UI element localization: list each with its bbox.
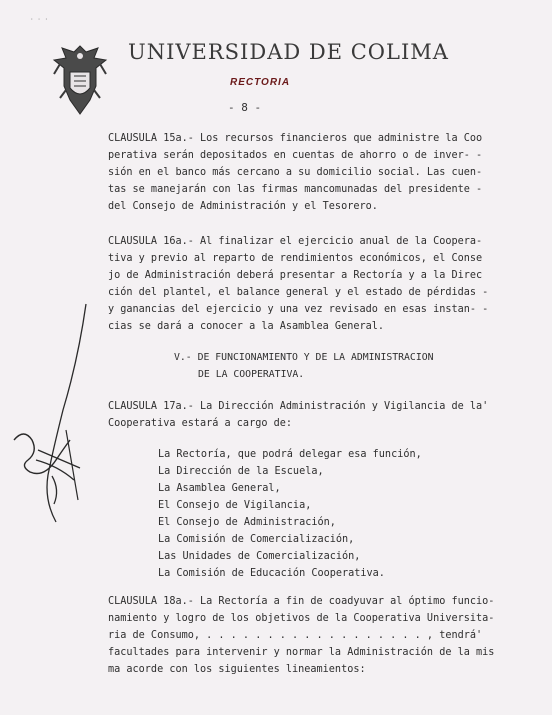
list-item: La Dirección de la Escuela, [158, 466, 324, 477]
section-heading [174, 349, 434, 383]
list-item: La Asamblea General, [158, 483, 281, 494]
clausula-18-paragraph [108, 593, 528, 678]
text-line: Cooperativa estará a cargo de: [108, 418, 293, 429]
text-line: cias se dará a conocer a la Asamblea General. [108, 321, 385, 332]
list-item: El Consejo de Administración, [158, 517, 336, 528]
text-line: del Consejo de Administración y el Tesorero. [108, 201, 378, 212]
list-item: La Comisión de Educación Cooperativa. [158, 568, 385, 579]
clausula-16-paragraph [108, 233, 528, 335]
administration-bodies-list [158, 446, 422, 582]
section-heading-line: DE LA COOPERATIVA. [198, 369, 305, 380]
university-crest-icon [52, 42, 108, 118]
list-item: La Comisión de Comercialización, [158, 534, 355, 545]
text-line: y ganancias del ejercicio y una vez revisado en esas instan- - [108, 304, 489, 315]
text-line: perativa serán depositados en cuentas de ahorro o de inver- - [108, 150, 483, 161]
text-line: facultades para intervenir y normar la Administración de la mis [108, 647, 495, 658]
text-line: tas se manejarán con las firmas mancomunadas del presidente - [108, 184, 483, 195]
university-title: UNIVERSIDAD DE COLIMA [128, 40, 449, 64]
rectoria-subtitle: RECTORIA [230, 77, 291, 88]
section-heading-line: V.- DE FUNCIONAMIENTO Y DE LA ADMINISTRACION [174, 352, 434, 363]
text-line: ma acorde con los siguientes lineamientos: [108, 664, 366, 675]
text-line: CLAUSULA 16a.- Al finalizar el ejercicio anual de la Coopera- [108, 236, 483, 247]
text-line: CLAUSULA 17a.- La Dirección Administración y Vigilancia de la' [108, 401, 489, 412]
stray-marks: · · · [30, 16, 49, 23]
text-line: sión en el banco más cercano a su domicilio social. Las cuen- [108, 167, 483, 178]
text-line: ria de Consumo, . . . . . . . . . . . . . . . . . . , tendrá' [108, 630, 483, 641]
text-line: tiva y previo al reparto de rendimientos económicos, el Conse [108, 253, 483, 264]
list-item: La Rectoría, que podrá delegar esa función, [158, 449, 422, 460]
text-line: ción del plantel, el balance general y el estado de pérdidas - [108, 287, 489, 298]
text-line: jo de Administración deberá presentar a Rectoría y a la Direc [108, 270, 483, 281]
clausula-17-paragraph [108, 398, 528, 432]
clausula-15-paragraph [108, 130, 528, 215]
list-item: El Consejo de Vigilancia, [158, 500, 312, 511]
text-line: namiento y logro de los objetivos de la Cooperativa Universita- [108, 613, 495, 624]
page-number: - 8 - [228, 101, 262, 114]
text-line: CLAUSULA 18a.- La Rectoría a fin de coadyuvar al óptimo funcio- [108, 596, 495, 607]
handwritten-signature [8, 300, 103, 530]
list-item: Las Unidades de Comercialización, [158, 551, 361, 562]
text-line: CLAUSULA 15a.- Los recursos financieros que administre la Coo [108, 133, 483, 144]
